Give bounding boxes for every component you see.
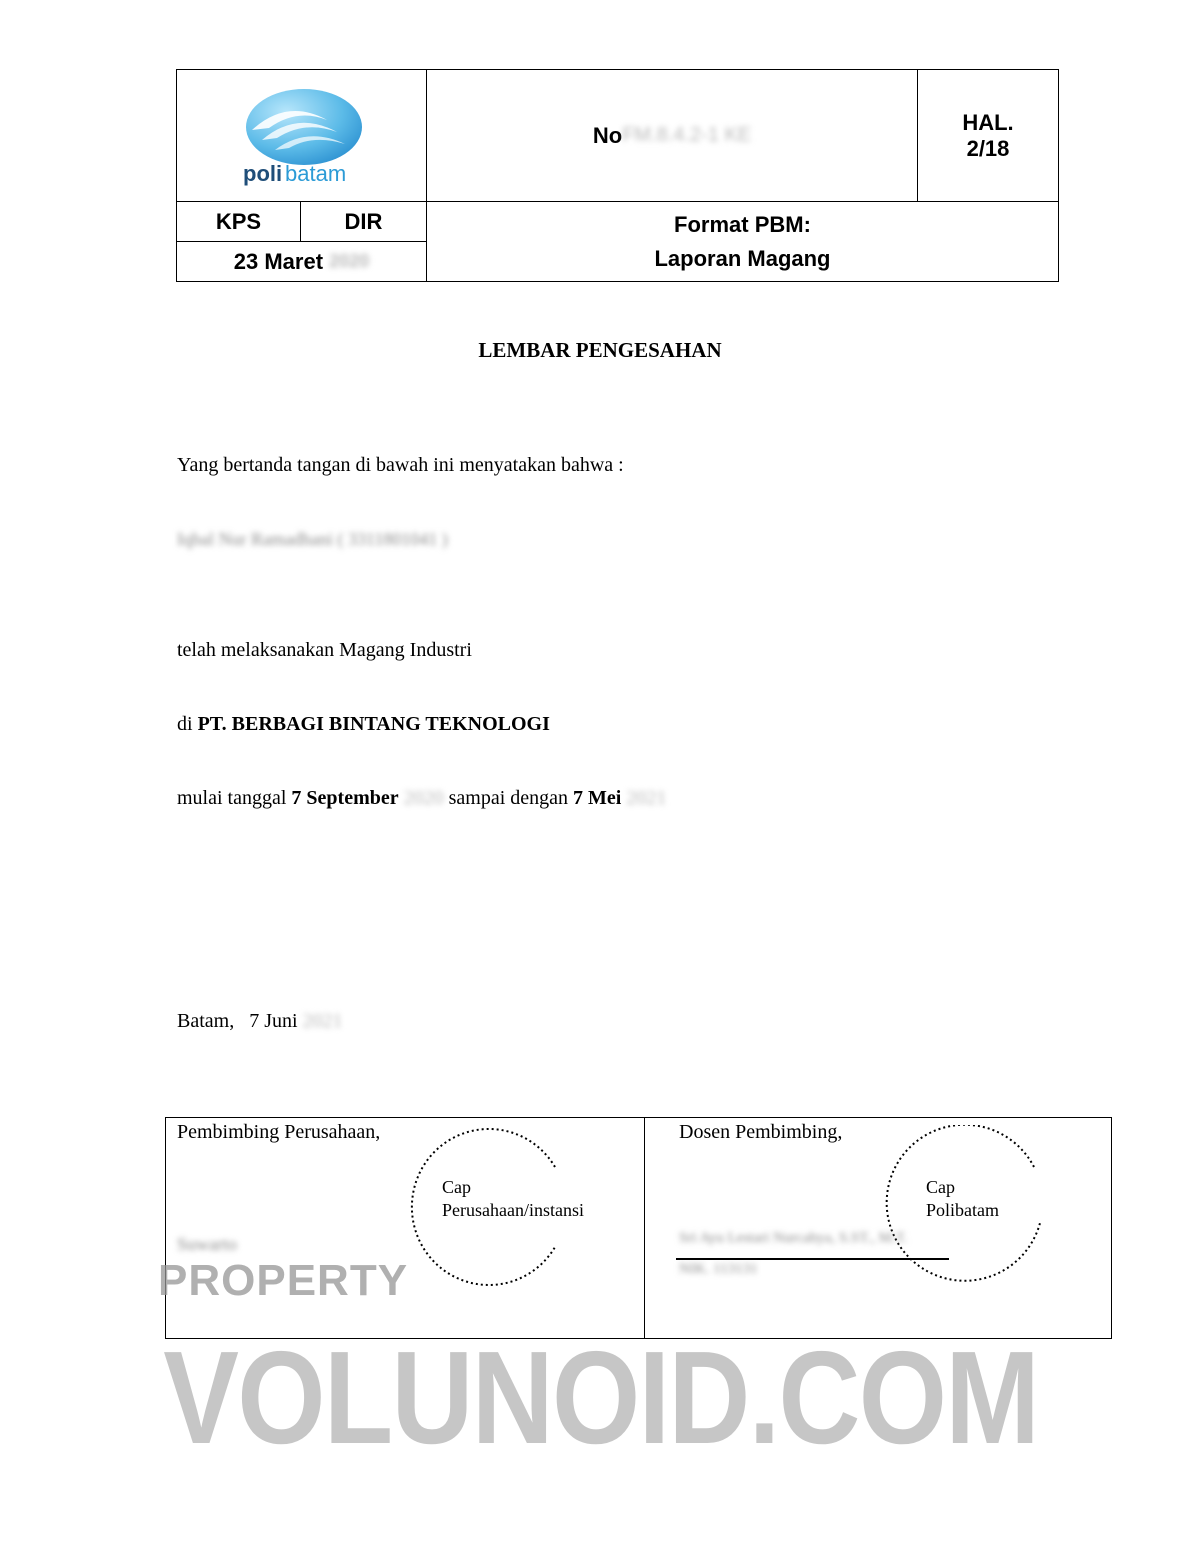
- period-middle: sampai dengan: [448, 787, 569, 809]
- company-supervisor-name: Suwarto: [177, 1234, 237, 1254]
- page-title: LEMBAR PENGESAHAN: [478, 338, 722, 362]
- period-prefix: mulai tanggal: [177, 787, 287, 809]
- statement-text: Yang bertanda tangan di bawah ini menyatakan bahwa :: [177, 454, 624, 476]
- polibatam-stamp-line2: Polibatam: [926, 1200, 999, 1220]
- signature-line: [676, 1258, 949, 1260]
- period-end: 7 Mei: [573, 787, 622, 809]
- company-supervisor-label: Pembimbing Perusahaan,: [177, 1121, 381, 1143]
- kps-label: KPS: [215, 208, 262, 234]
- company-prefix: di: [177, 713, 193, 735]
- company-stamp-line2: Perusahaan/instansi: [442, 1200, 584, 1220]
- watermark-property: PROPERTY: [158, 1256, 409, 1305]
- company-stamp-line1: Cap: [442, 1177, 471, 1197]
- format-subtitle: Laporan Magang: [654, 245, 831, 271]
- company-line: [177, 713, 550, 736]
- company-stamp-label: [442, 1176, 584, 1222]
- document-number-label: No: [592, 122, 623, 148]
- polibatam-stamp-label: [926, 1176, 999, 1222]
- lecturer-label: Dosen Pembimbing,: [679, 1121, 843, 1143]
- logo-cell: [177, 70, 427, 202]
- document-number-value: FM.8.4.2-1 KE: [622, 124, 752, 146]
- period-line: [177, 787, 666, 810]
- document-header-table: [176, 69, 1059, 282]
- logo-text-batam: batam: [285, 161, 347, 186]
- revision-date: 23 Maret: [233, 248, 324, 274]
- student-name-id: Iqbal Nur Ramadhani ( 3311801041 ): [177, 529, 448, 549]
- place-date: Batam, 7 Juni: [177, 1010, 298, 1032]
- dir-cell: [301, 202, 427, 242]
- lecturer-nik: NIK. 113131: [679, 1261, 758, 1277]
- period-end-year: 2021: [626, 787, 667, 809]
- document-number-cell: [427, 70, 918, 202]
- polibatam-logo: [177, 70, 427, 202]
- place-date-line: [177, 1010, 343, 1033]
- format-cell: [427, 202, 1058, 281]
- format-title: Format PBM:: [674, 211, 811, 237]
- polibatam-stamp-line1: Cap: [926, 1177, 955, 1197]
- logo-text-poli: poli: [243, 161, 283, 186]
- page-value: 2/18: [966, 135, 1010, 161]
- completed-text: telah melaksanakan Magang Industri: [177, 639, 472, 661]
- page-label: HAL.: [962, 109, 1014, 135]
- place-date-year: 2021: [302, 1010, 343, 1032]
- company-name: PT. BERBAGI BINTANG TEKNOLOGI: [197, 713, 550, 735]
- dir-label: DIR: [344, 208, 383, 234]
- revision-date-cell: [177, 242, 427, 281]
- kps-cell: [177, 202, 301, 242]
- period-start-year: 2020: [403, 787, 444, 809]
- lecturer-name: Sri Ayu Lestari Nurcahya, S.ST., M.T.: [679, 1230, 908, 1246]
- watermark-volunoid: VOLUNOID.COM: [163, 1324, 1039, 1471]
- period-start: 7 September: [291, 787, 399, 809]
- revision-date-year: 2020: [329, 251, 370, 271]
- page-number-cell: [918, 70, 1058, 202]
- signature-divider: [644, 1118, 645, 1338]
